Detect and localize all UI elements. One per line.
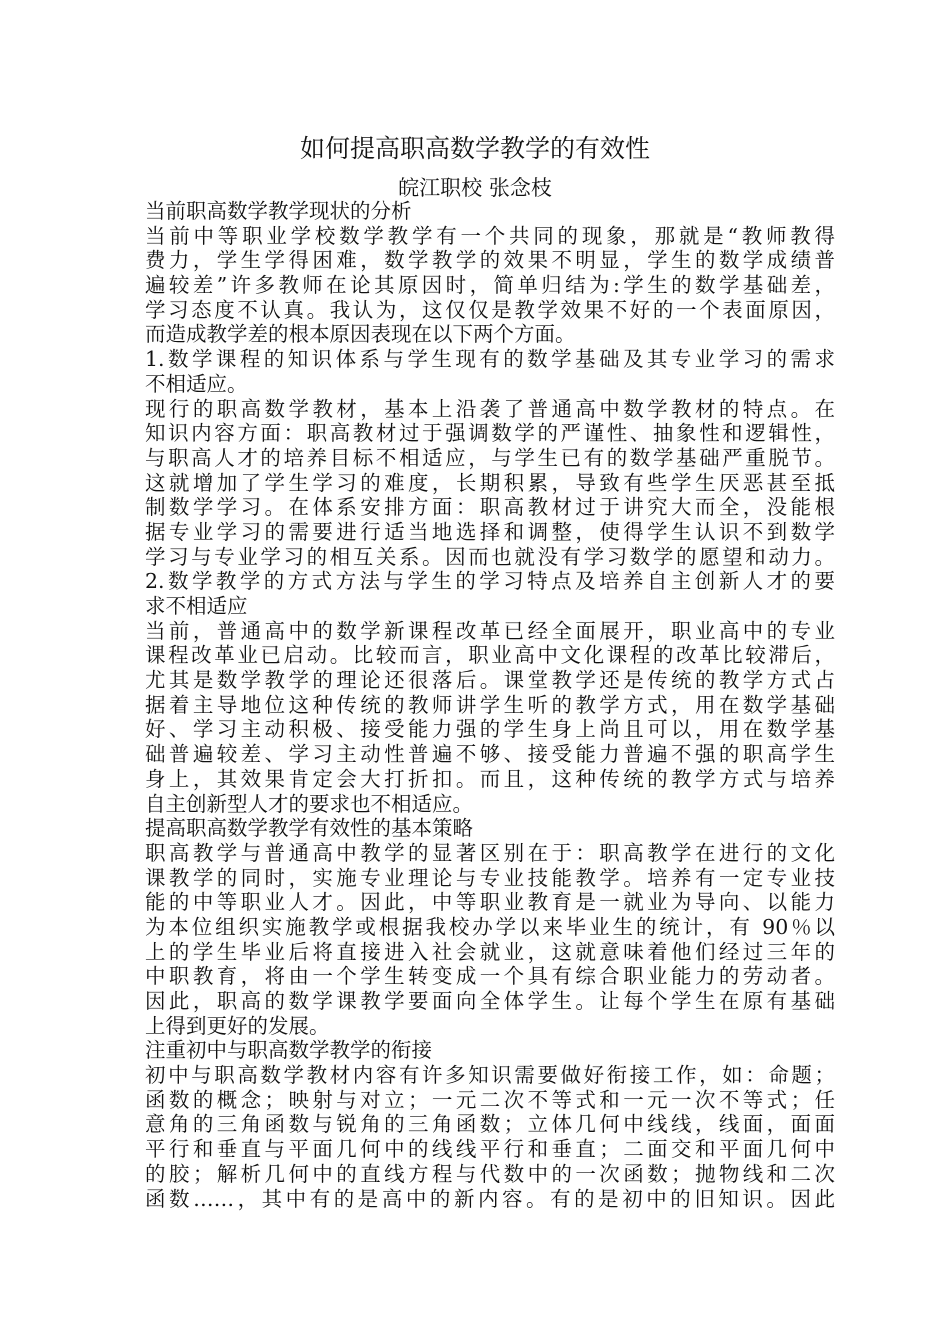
text-line: 遍较差”许多教师在论其原因时，简单归结为:学生的数学基础差，	[145, 273, 835, 298]
text-line: 函数的概念；映射与对立；一元二次不等式和一元一次不等式；任	[145, 1087, 835, 1112]
document-body	[145, 199, 835, 1211]
text-line: 2.数学教学的方式方法与学生的学习特点及培养自主创新人才的要	[145, 569, 835, 594]
text-line: 的胶；解析几何中的直线方程与代数中的一次函数；抛物线和二次	[145, 1161, 835, 1186]
text-line: 不相适应。	[145, 371, 248, 396]
text-line: 提高职高数学教学有效性的基本策略	[145, 816, 473, 841]
text-line: 当前职高数学教学现状的分析	[145, 199, 412, 223]
text-line: 上的学生毕业后将直接进入社会就业，这就意味着他们经过三年的	[145, 939, 835, 964]
text-line: 学习态度不认真。我认为，这仅仅是教学效果不好的一个表面原因，	[145, 297, 835, 322]
text-line: 求不相适应	[145, 594, 248, 618]
text-line: 与职高人才的培养目标不相适应，与学生已有的数学基础严重脱节。	[145, 445, 835, 470]
text-line: 函数……，其中有的是高中的新内容。有的是初中的旧知识。因此	[145, 1186, 835, 1211]
text-line: 好、学习主动积极、接受能力强的学生身上尚且可以，用在数学基	[145, 717, 835, 742]
text-line: 这就增加了学生学习的难度，长期积累，导致有些学生厌恶甚至抵	[145, 470, 835, 495]
text-line: 础普遍较差、学习主动性普遍不够、接受能力普遍不强的职高学生	[145, 742, 835, 767]
text-line: 上得到更好的发展。	[145, 1013, 330, 1038]
text-line: 注重初中与职高数学教学的衔接	[145, 1038, 432, 1063]
text-line: 学习与专业学习的相互关系。因而也就没有学习数学的愿望和动力。	[145, 544, 835, 569]
text-line: 课程改革业已启动。比较而言，职业高中文化课程的改革比较滞后，	[145, 643, 835, 668]
text-line: 制数学学习。在体系安排方面：职高教材过于讲究大而全，没能根	[145, 495, 835, 520]
text-line: 初中与职高数学教材内容有许多知识需要做好衔接工作，如：命题；	[145, 1063, 835, 1088]
text-line: 中职教育，将由一个学生转变成一个具有综合职业能力的劳动者。	[145, 964, 835, 989]
text-line: 能的中等职业人才。因此，中等职业教育是一就业为导向、以能力	[145, 890, 835, 915]
text-line: 而造成教学差的根本原因表现在以下两个方面。	[145, 322, 576, 347]
text-line: 因此，职高的数学课教学要面向全体学生。让每个学生在原有基础	[145, 989, 835, 1013]
text-line: 据专业学习的需要进行适当地选择和调整，使得学生认识不到数学	[145, 519, 835, 544]
document-title: 如何提高职高数学教学的有效性	[299, 134, 650, 163]
text-line: 职高教学与普通高中教学的显著区别在于：职高教学在进行的文化	[145, 840, 835, 865]
text-line: 意角的三角函数与锐角的三角函数；立体几何中线线，线面，面面	[145, 1112, 835, 1137]
text-line: 现行的职高数学教材，基本上沿袭了普通高中数学教材的特点。在	[145, 396, 835, 421]
text-line: 据着主导地位这种传统的教师讲学生听的教学方式，用在数学基础	[145, 692, 835, 717]
text-line: 尤其是数学教学的理论还很落后。课堂教学还是传统的教学方式占	[145, 668, 835, 693]
text-line: 平行和垂直与平面几何中的线线平行和垂直；二面交和平面几何中	[145, 1137, 835, 1162]
text-line: 自主创新型人才的要求也不相适应。	[145, 791, 473, 816]
text-line: 1.数学课程的知识体系与学生现有的数学基础及其专业学习的需求	[145, 347, 835, 372]
text-line: 身上，其效果肯定会大打折扣。而且，这种传统的教学方式与培养	[145, 766, 835, 791]
text-line: 知识内容方面：职高教材过于强调数学的严谨性、抽象性和逻辑性，	[145, 421, 835, 446]
text-line: 当前中等职业学校数学教学有一个共同的现象，那就是“教师教得	[145, 223, 835, 248]
text-line: 为本位组织实施教学或根据我校办学以来毕业生的统计，有 90％以	[145, 914, 835, 939]
text-line: 课教学的同时，实施专业理论与专业技能教学。培养有一定专业技	[145, 865, 835, 890]
text-line: 当前，普通高中的数学新课程改革已经全面展开，职业高中的专业	[145, 618, 835, 643]
document-author: 皖江职校 张念枝	[398, 176, 552, 200]
text-line: 费力，学生学得困难，数学教学的效果不明显，学生的数学成绩普	[145, 248, 835, 273]
